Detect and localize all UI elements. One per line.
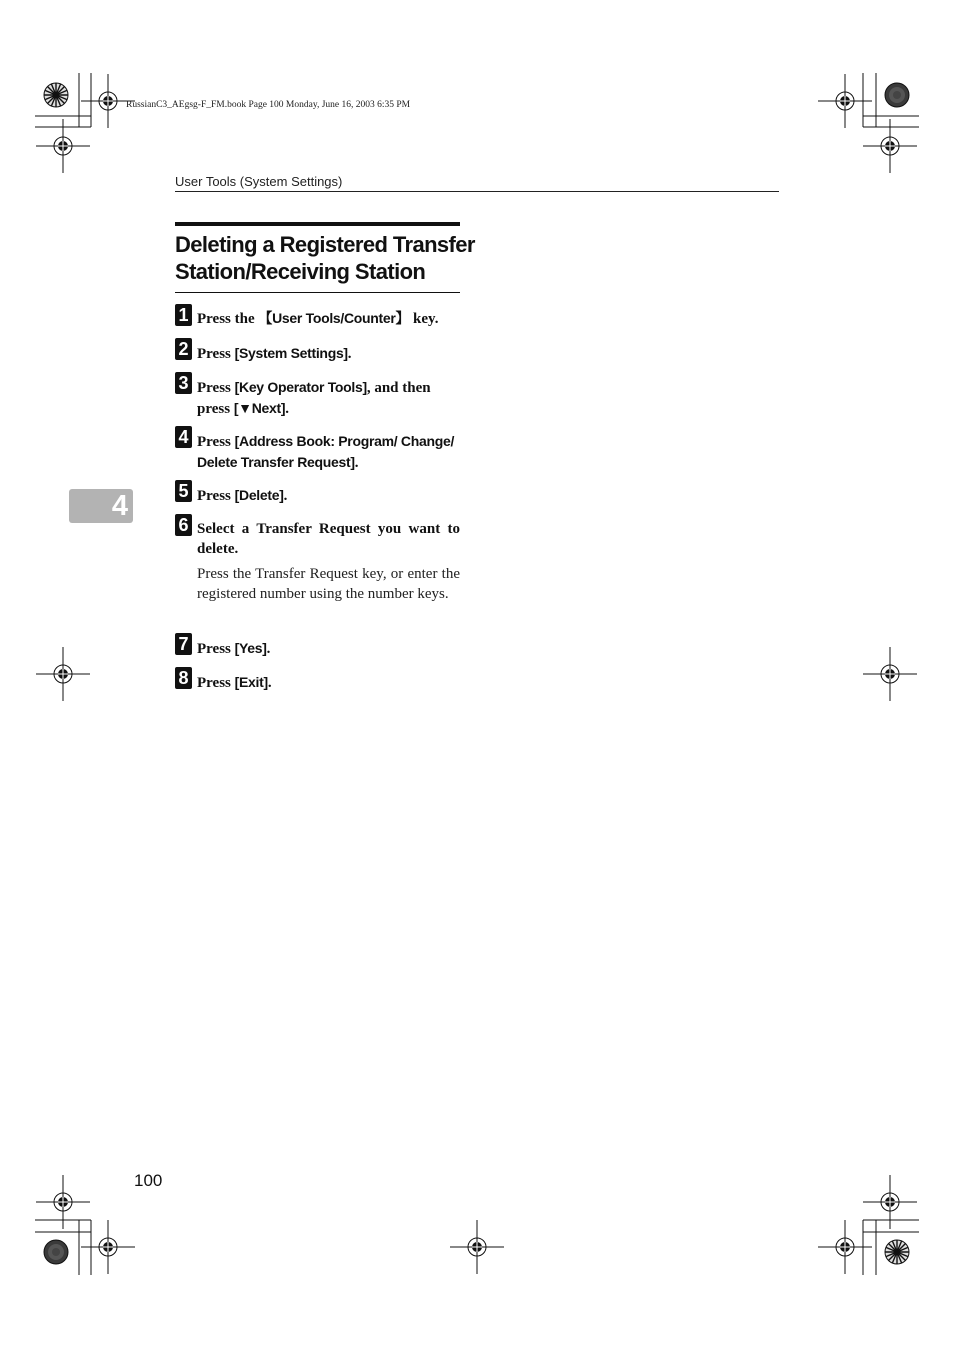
section-top-rule [175, 222, 460, 226]
step-1-text: Press the 【User Tools/Counter】 key. [197, 310, 439, 327]
step-number-5: 5 [175, 480, 192, 502]
step-6-note: Press the Transfer Request key, or enter the registered number using the number keys. [197, 566, 460, 602]
page-number: 100 [134, 1171, 163, 1190]
section-title: Deleting a Registered Transfer Station/Receiving Station [175, 232, 475, 284]
chapter-number: 4 [111, 490, 128, 522]
step-number-6: 6 [175, 514, 192, 536]
step-number-1: 1 [175, 304, 192, 326]
step-number-3: 3 [175, 372, 192, 394]
step-number-8: 8 [175, 667, 192, 689]
chapter-tab [69, 489, 133, 523]
step-4-text: Press [Address Book: Program/ Change/ Delete Transfer Request]. [197, 433, 455, 471]
key-operator-tools-key: [Key Operator Tools] [234, 379, 367, 395]
exit-key: [Exit] [234, 674, 268, 690]
step-6-text: Select a Transfer Request you want to delete. [197, 521, 460, 557]
address-book-key: [Address Book: Program/ Change/ Delete Transfer Request] [197, 433, 455, 470]
step-5-text: Press [Delete]. [197, 487, 288, 504]
next-key: [▼Next] [233, 399, 286, 416]
step-7-text: Press [Yes]. [197, 640, 271, 657]
delete-key: [Delete] [234, 487, 284, 503]
print-info: RussianC3_AEgsg-F_FM.book Page 100 Monday, June 16, 2003 6:35 PM [126, 100, 411, 110]
user-tools-counter-key: 【User Tools/Counter】 [258, 310, 410, 326]
header-rule [175, 191, 779, 192]
yes-key: [Yes] [234, 640, 267, 656]
step-3-text: Press [Key Operator Tools], and then press [▼Next]. [197, 379, 431, 417]
step-number-7: 7 [175, 633, 192, 655]
step-number-4: 4 [175, 426, 192, 448]
system-settings-key: [System Settings] [234, 345, 348, 361]
step-number-2: 2 [175, 338, 192, 360]
step-2-text: Press [System Settings]. [197, 345, 352, 362]
running-head: User Tools (System Settings) [175, 174, 343, 189]
section-bottom-rule [175, 292, 460, 293]
step-8-text: Press [Exit]. [197, 674, 272, 691]
